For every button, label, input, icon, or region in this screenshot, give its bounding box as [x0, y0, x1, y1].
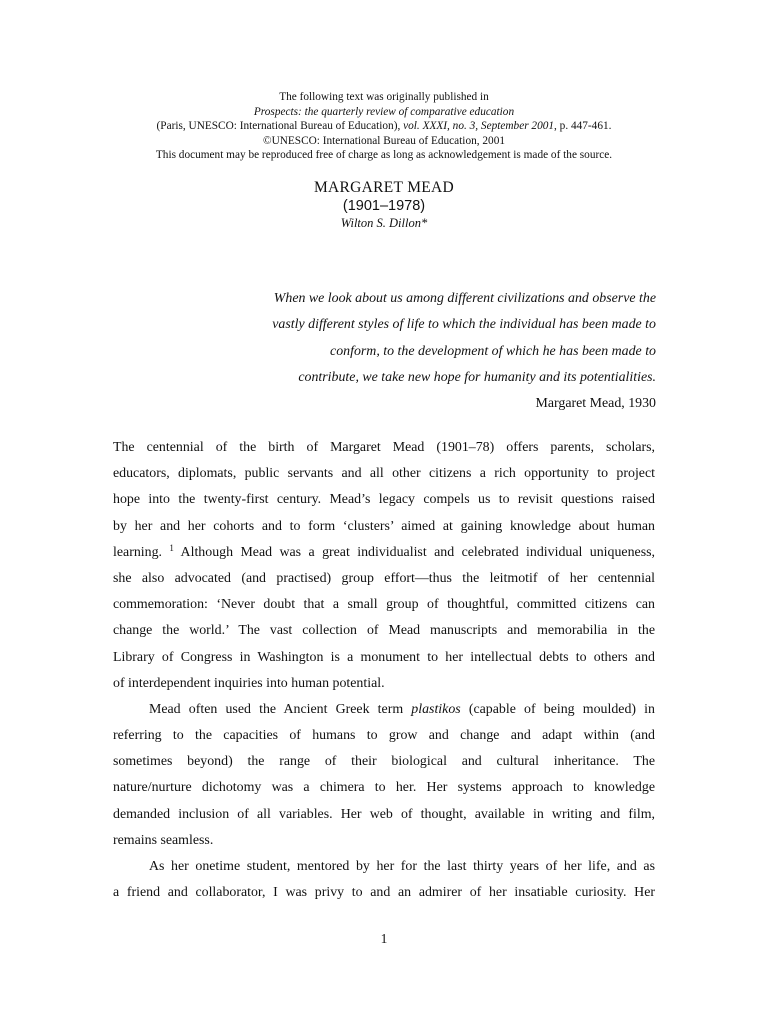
page-number: 1 [380, 931, 388, 946]
volume-text: vol. XXXI, no. 3, September 2001 [403, 120, 555, 133]
body-line: demanded inclusion of all variables. Her web of thought, available in writing and film, [113, 806, 655, 822]
publication-details [100, 119, 668, 134]
epigraph [216, 286, 656, 417]
epigraph-line: conform, to the development of which he has been made to [330, 343, 656, 359]
journal-title: Prospects: the quarterly review of comparative education [253, 105, 515, 118]
article-author: Wilton S. Dillon* [340, 216, 428, 230]
body-line [113, 540, 655, 566]
body-line: nature/nurture dichotomy was a chimera to her. Her systems approach to knowledge [113, 780, 655, 796]
body-line: change the world.’ The vast collection of Mead manuscripts and memorabilia in the [113, 623, 655, 639]
body-line: sometimes beyond) the range of their biological and cultural inheritance. The [113, 754, 655, 770]
epigraph-line: When we look about us among different civilizations and observe the [273, 291, 656, 306]
body-line: commemoration: ‘Never doubt that a small group of thoughtful, committed citizens can [113, 597, 655, 613]
body-text: Mead often used the Ancient Greek term [149, 701, 412, 717]
body-line: referring to the capacities of humans to grow and change and adapt within (and [113, 728, 655, 744]
publication-info [100, 90, 668, 163]
emphasis-text: plastikos [411, 701, 461, 717]
body-text: (capable of being moulded) in [460, 701, 655, 717]
publication-line: The following text was originally published in [279, 91, 489, 103]
body-line: The centennial of the birth of Margaret Mead (1901–78) offers parents, scholars, [113, 440, 655, 455]
body-line: remains seamless. [113, 832, 214, 848]
article-title: MARGARET MEAD [313, 179, 455, 196]
reproduction-notice: This document may be reproduced free of charge as long as acknowledgement is made of the source. [155, 149, 613, 162]
body-line: hope into the twenty-first century. Mead’s legacy compels us to revisit questions raised [113, 492, 655, 508]
body-line: she also advocated (and practised) group effort—thus the leitmotif of her centennial [113, 570, 655, 586]
body-line [113, 697, 655, 723]
article-years: (1901–1978) [342, 198, 426, 214]
epigraph-line: contribute, we take new hope for humanity and its potentialities. [298, 369, 656, 385]
copyright-line: ©UNESCO: International Bureau of Education, 2001 [262, 134, 505, 147]
body-line: of interdependent inquiries into human potential. [113, 675, 385, 691]
body-text: learning. [113, 544, 162, 560]
body-line: As her onetime student, mentored by her for the last thirty years of her life, and as [149, 859, 655, 874]
body-text: Although Mead was a great individualist and celebrated individual uniqueness, [173, 544, 655, 560]
epigraph-attribution: Margaret Mead, 1930 [535, 396, 656, 412]
article-body [113, 435, 655, 906]
body-line: educators, diplomats, public servants and all other citizens a rich opportunity to project [113, 466, 655, 482]
body-line: Library of Congress in Washington is a monument to her intellectual debts to others and [113, 649, 655, 665]
epigraph-line: vastly different styles of life to which the individual has been made to [272, 317, 656, 333]
footnote-ref[interactable]: 1 [169, 542, 174, 553]
body-line: by her and her cohorts and to form ‘clusters’ aimed at gaining knowledge about human [113, 518, 655, 534]
body-line: a friend and collaborator, I was privy to and an admirer of her insatiable curiosity. Her [113, 885, 655, 901]
pages-text: , p. 447-461. [554, 120, 612, 133]
publisher-text: (Paris, UNESCO: International Bureau of Education), [156, 120, 404, 133]
article-header [184, 178, 584, 232]
